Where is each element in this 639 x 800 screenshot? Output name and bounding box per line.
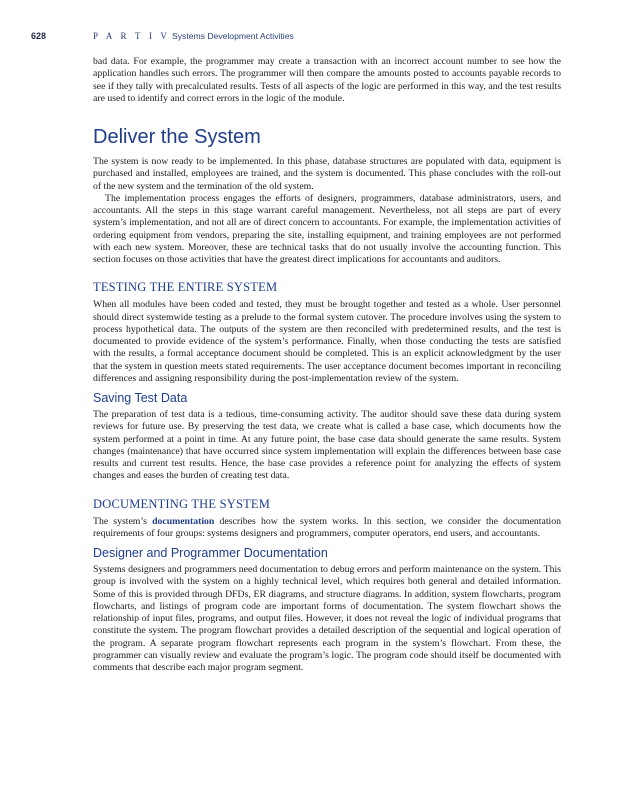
part-title: Systems Development Activities — [172, 31, 294, 41]
subheading-testing: TESTING THE ENTIRE SYSTEM — [93, 280, 278, 295]
subheading-designer-programmer: Designer and Programmer Documentation — [93, 546, 328, 560]
documenting-paragraph — [93, 516, 561, 541]
subheading-saving-test-data: Saving Test Data — [93, 391, 188, 405]
part-label: P A R T I V — [93, 31, 171, 41]
documenting-text-after: describes how the system works. In this section, we consider the documentation requirements of four groups: systems designers and programmers, computer operators, end users, and accountants. — [93, 515, 562, 539]
page-number: 628 — [31, 31, 47, 41]
key-term-documentation: documentation — [152, 515, 215, 527]
page-body — [93, 56, 561, 674]
documenting-text-before: The system’s — [93, 515, 147, 527]
section-heading-deliver: Deliver the System — [93, 126, 261, 148]
testing-paragraph: When all modules have been coded and tested, they must be brought together and tested as a whole. User personnel should direct systemwide testing as a prelude to the formal system cutover. The procedure involves using the system to process hypothetical data. The outputs of the system are then reconciled with predetermined results, and the test is documented to provide evidence of the system’s performance. Finally, when those conducting the tests are satisfied with the results, a formal acceptance document should be completed. This is an explicit acknowledgment by the user that the system in question meets stated requirements. The user acceptance document becomes important in reconciling differences and assigning responsibility during the post-implementation review of the system. — [93, 299, 561, 384]
running-header — [0, 31, 639, 45]
deliver-paragraph-1: The system is now ready to be implemented. In this phase, database structures are populated with data, equipment is purchased and installed, employees are trained, and the system is documented. This phase concludes with the roll-out of the new system and the termination of the old system. — [93, 156, 561, 192]
designer-paragraph: Systems designers and programmers need documentation to debug errors and perform maintenance on the system. This group is involved with the system on a highly technical level, which requires both general and detailed information. Some of this is provided through DFDs, ER diagrams, and structure diagrams. In addition, system flowcharts, program flowcharts, and listings of program code are important forms of documentation. The system flowchart shows the relationship of input files, programs, and output files. However, it does not reveal the logic of individual programs that constitute the system. The program flowchart provides a detailed description of the sequential and logical operation of the program. A separate program flowchart represents each program in the system’s flowchart. From these, the programmer can visually review and evaluate the program’s logic. The program code should itself be documented with comments that describe each major program segment. — [93, 564, 561, 673]
saving-paragraph: The preparation of test data is a tedious, time-consuming activity. The auditor should save these data during system reviews for future use. By preserving the test data, we create what is called a base case, which documents how the system performed at a point in time. At any future point, the base case data should generate the same results. System changes (maintenance) that have occurred since system implementation will explain the differences between base case results and current test results. Hence, the base case provides a reference point for analyzing the effects of system changes and eases the burden of creating test data. — [93, 409, 561, 482]
subheading-documenting: DOCUMENTING THE SYSTEM — [93, 496, 271, 511]
intro-paragraph: bad data. For example, the programmer may create a transaction with an incorrect account number to see how the application handles such errors. The programmer will then compare the amounts posted to accounts payable records to see if they tally with precalculated results. Tests of all aspects of the logic are performed in this way, and the test results are used to identify and correct errors in the logic of the module. — [93, 56, 561, 104]
deliver-paragraph-2: The implementation process engages the efforts of designers, programmers, database administrators, users, and accountants. All the steps in this stage warrant careful management. Nevertheless, not all steps are part of every system’s implementation, and not all are of direct concern to accountants. For example, the implementation activities of ordering equipment from vendors, preparing the site, installing equipment, and training employees are not performed with each new system. Moreover, these are technical tasks that do not usually involve the accounting function. This section focuses on those activities that have the greatest direct implications for accountants and auditors. — [93, 192, 561, 265]
